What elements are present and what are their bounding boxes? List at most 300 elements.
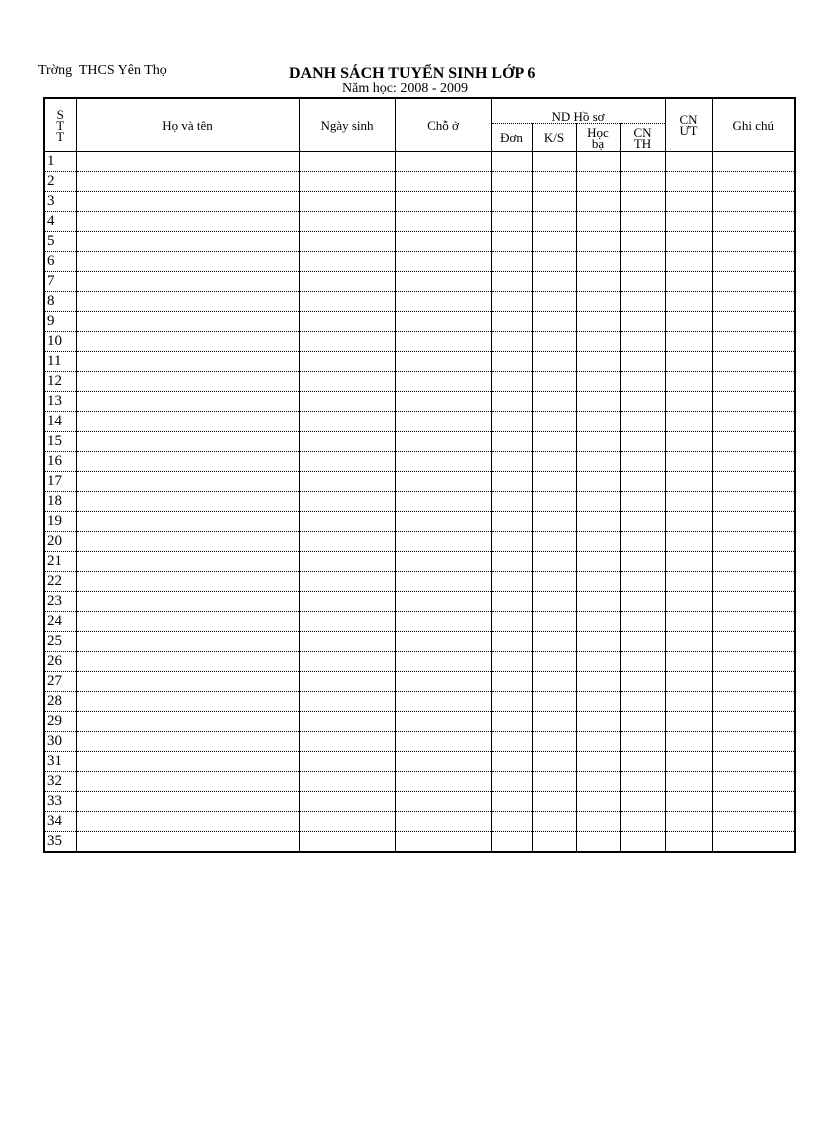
application-cell [491,552,532,572]
primary-certificate-cell [620,812,665,832]
application-cell [491,532,532,552]
row-number: 28 [44,692,76,712]
table-row [44,432,795,452]
name-cell [76,332,299,352]
report-card-cell [576,612,620,632]
birth-date-cell [299,832,395,853]
application-cell [491,472,532,492]
note-cell [712,772,795,792]
residence-cell [395,692,491,712]
row-number: 4 [44,212,76,232]
note-cell [712,192,795,212]
residence-cell [395,272,491,292]
birth-certificate-cell [532,312,576,332]
primary-certificate-cell [620,272,665,292]
primary-certificate-cell [620,292,665,312]
birth-certificate-cell [532,392,576,412]
row-number: 25 [44,632,76,652]
name-cell [76,772,299,792]
birth-date-cell [299,392,395,412]
report-card-cell [576,432,620,452]
table-row [44,772,795,792]
birth-date-cell [299,552,395,572]
primary-certificate-cell [620,652,665,672]
row-number: 6 [44,252,76,272]
note-cell [712,632,795,652]
note-cell [712,232,795,252]
birth-certificate-cell [532,432,576,452]
primary-certificate-cell [620,392,665,412]
name-cell [76,152,299,172]
birth-date-cell [299,372,395,392]
table-row [44,472,795,492]
priority-cell [665,172,712,192]
primary-certificate-cell [620,792,665,812]
birth-certificate-cell [532,552,576,572]
priority-cell [665,812,712,832]
birth-date-cell [299,312,395,332]
birth-date-cell [299,512,395,532]
birth-certificate-cell [532,812,576,832]
row-number: 5 [44,232,76,252]
priority-cell [665,572,712,592]
primary-certificate-cell [620,492,665,512]
primary-certificate-cell [620,532,665,552]
primary-certificate-cell [620,452,665,472]
row-number: 31 [44,752,76,772]
row-number: 19 [44,512,76,532]
residence-cell [395,372,491,392]
note-cell [712,152,795,172]
table-row [44,812,795,832]
name-cell [76,232,299,252]
report-card-cell [576,352,620,372]
note-cell [712,512,795,532]
birth-date-cell [299,172,395,192]
primary-certificate-cell [620,512,665,532]
table-row [44,312,795,332]
birth-date-cell [299,432,395,452]
report-card-cell [576,232,620,252]
note-cell [712,332,795,352]
report-card-cell [576,672,620,692]
table-row [44,492,795,512]
report-card-cell [576,252,620,272]
residence-cell [395,352,491,372]
priority-cell [665,312,712,332]
table-row [44,352,795,372]
birth-certificate-cell [532,252,576,272]
primary-certificate-cell [620,372,665,392]
report-card-cell [576,172,620,192]
report-card-cell [576,832,620,853]
residence-cell [395,512,491,532]
residence-cell [395,832,491,853]
application-cell [491,492,532,512]
report-card-cell [576,712,620,732]
residence-cell [395,492,491,512]
table-row [44,452,795,472]
header-primary-certificate [620,124,665,152]
name-cell [76,432,299,452]
report-card-cell [576,592,620,612]
name-cell [76,712,299,732]
report-card-cell [576,312,620,332]
primary-certificate-cell [620,432,665,452]
name-cell [76,592,299,612]
birth-certificate-cell [532,652,576,672]
birth-date-cell [299,412,395,432]
table-row [44,212,795,232]
priority-cell [665,632,712,652]
residence-cell [395,712,491,732]
application-cell [491,612,532,632]
header-primary-certificate-line: CN [633,124,652,140]
birth-certificate-cell [532,472,576,492]
birth-certificate-cell [532,372,576,392]
note-cell [712,812,795,832]
priority-cell [665,332,712,352]
row-number: 26 [44,652,76,672]
note-cell [712,212,795,232]
birth-certificate-cell [532,352,576,372]
application-cell [491,692,532,712]
application-cell [491,232,532,252]
birth-certificate-cell [532,272,576,292]
report-card-cell [576,652,620,672]
birth-date-cell [299,532,395,552]
priority-cell [665,492,712,512]
primary-certificate-cell [620,592,665,612]
table-row [44,372,795,392]
name-cell [76,732,299,752]
note-cell [712,612,795,632]
birth-certificate-cell [532,772,576,792]
name-cell [76,492,299,512]
header-primary-certificate-line: TH [633,135,652,151]
birth-date-cell [299,352,395,372]
note-cell [712,412,795,432]
application-cell [491,732,532,752]
primary-certificate-cell [620,672,665,692]
priority-cell [665,212,712,232]
name-cell [76,612,299,632]
application-cell [491,212,532,232]
residence-cell [395,572,491,592]
priority-cell [665,512,712,532]
residence-cell [395,732,491,752]
note-cell [712,252,795,272]
name-cell [76,632,299,652]
birth-certificate-cell [532,612,576,632]
header-stt-line: S [56,106,64,122]
birth-certificate-cell [532,532,576,552]
table-row [44,572,795,592]
note-cell [712,832,795,853]
application-cell [491,152,532,172]
row-number: 10 [44,332,76,352]
birth-date-cell [299,572,395,592]
table-row [44,612,795,632]
birth-date-cell [299,792,395,812]
application-cell [491,572,532,592]
birth-certificate-cell [532,212,576,232]
residence-cell [395,532,491,552]
enrollment-table [43,97,796,853]
priority-cell [665,552,712,572]
name-cell [76,572,299,592]
name-cell [76,392,299,412]
residence-cell [395,212,491,232]
application-cell [491,672,532,692]
birth-date-cell [299,752,395,772]
application-cell [491,712,532,732]
table-row [44,392,795,412]
primary-certificate-cell [620,732,665,752]
header-priority [665,98,712,152]
name-cell [76,552,299,572]
primary-certificate-cell [620,632,665,652]
residence-cell [395,592,491,612]
residence-cell [395,312,491,332]
application-cell [491,312,532,332]
application-cell [491,592,532,612]
birth-certificate-cell [532,832,576,853]
header-stt-line: T [56,128,65,144]
table-row [44,732,795,752]
application-cell [491,292,532,312]
row-number: 29 [44,712,76,732]
residence-cell [395,672,491,692]
table-row [44,232,795,252]
header-application: Đơn [491,124,532,152]
header-full-name: Họ và tên [76,98,299,152]
birth-date-cell [299,472,395,492]
header-report-card-line: bạ [591,135,605,151]
birth-certificate-cell [532,332,576,352]
name-cell [76,652,299,672]
birth-certificate-cell [532,412,576,432]
priority-cell [665,472,712,492]
birth-certificate-cell [532,492,576,512]
application-cell [491,332,532,352]
birth-certificate-cell [532,512,576,532]
name-cell [76,452,299,472]
row-number: 18 [44,492,76,512]
residence-cell [395,632,491,652]
header-report-card-line: Học [587,124,609,140]
note-cell [712,692,795,712]
row-number: 27 [44,672,76,692]
priority-cell [665,452,712,472]
application-cell [491,812,532,832]
birth-certificate-cell [532,452,576,472]
application-cell [491,652,532,672]
priority-cell [665,292,712,312]
note-cell [712,432,795,452]
residence-cell [395,232,491,252]
row-number: 20 [44,532,76,552]
table-row [44,292,795,312]
row-number: 21 [44,552,76,572]
birth-date-cell [299,592,395,612]
note-cell [712,532,795,552]
birth-date-cell [299,652,395,672]
row-number: 34 [44,812,76,832]
primary-certificate-cell [620,772,665,792]
note-cell [712,312,795,332]
priority-cell [665,252,712,272]
report-card-cell [576,792,620,812]
name-cell [76,292,299,312]
report-card-cell [576,472,620,492]
priority-cell [665,612,712,632]
row-number: 22 [44,572,76,592]
priority-cell [665,792,712,812]
report-card-cell [576,372,620,392]
application-cell [491,772,532,792]
note-cell [712,672,795,692]
residence-cell [395,152,491,172]
row-number: 14 [44,412,76,432]
name-cell [76,192,299,212]
birth-date-cell [299,152,395,172]
note-cell [712,272,795,292]
note-cell [712,372,795,392]
primary-certificate-cell [620,572,665,592]
name-cell [76,532,299,552]
primary-certificate-cell [620,332,665,352]
primary-certificate-cell [620,172,665,192]
priority-cell [665,772,712,792]
row-number: 23 [44,592,76,612]
row-number: 1 [44,152,76,172]
note-cell [712,292,795,312]
primary-certificate-cell [620,712,665,732]
primary-certificate-cell [620,552,665,572]
document-title: DANH SÁCH TUYỂN SINH LỚP 6 [289,65,536,82]
residence-cell [395,252,491,272]
application-cell [491,172,532,192]
row-number: 32 [44,772,76,792]
application-cell [491,192,532,212]
header-stt [44,98,76,152]
table-row [44,552,795,572]
birth-date-cell [299,252,395,272]
row-number: 13 [44,392,76,412]
priority-cell [665,532,712,552]
report-card-cell [576,292,620,312]
residence-cell [395,292,491,312]
priority-cell [665,352,712,372]
name-cell [76,272,299,292]
residence-cell [395,192,491,212]
table-row [44,532,795,552]
table-row [44,672,795,692]
school-name: Trờng THCS Yên Thọ [38,63,167,78]
birth-certificate-cell [532,192,576,212]
priority-cell [665,372,712,392]
name-cell [76,792,299,812]
row-number: 12 [44,372,76,392]
primary-certificate-cell [620,252,665,272]
birth-date-cell [299,812,395,832]
priority-cell [665,732,712,752]
note-cell [712,352,795,372]
note-cell [712,452,795,472]
table-row [44,712,795,732]
header-priority-line: ƯT [679,123,698,138]
birth-certificate-cell [532,792,576,812]
primary-certificate-cell [620,752,665,772]
report-card-cell [576,452,620,472]
report-card-cell [576,632,620,652]
priority-cell [665,652,712,672]
note-cell [712,392,795,412]
report-card-cell [576,492,620,512]
row-number: 7 [44,272,76,292]
name-cell [76,832,299,853]
report-card-cell [576,772,620,792]
report-card-cell [576,752,620,772]
name-cell [76,172,299,192]
application-cell [491,372,532,392]
name-cell [76,412,299,432]
note-cell [712,552,795,572]
row-number: 9 [44,312,76,332]
application-cell [491,512,532,532]
birth-date-cell [299,332,395,352]
name-cell [76,812,299,832]
application-cell [491,792,532,812]
application-cell [491,352,532,372]
residence-cell [395,812,491,832]
name-cell [76,312,299,332]
report-card-cell [576,572,620,592]
table-row [44,172,795,192]
row-number: 16 [44,452,76,472]
note-cell [712,792,795,812]
birth-date-cell [299,192,395,212]
residence-cell [395,172,491,192]
birth-date-cell [299,292,395,312]
row-number: 33 [44,792,76,812]
priority-cell [665,692,712,712]
residence-cell [395,332,491,352]
primary-certificate-cell [620,692,665,712]
residence-cell [395,652,491,672]
row-number: 11 [44,352,76,372]
row-number: 30 [44,732,76,752]
birth-date-cell [299,212,395,232]
table-row [44,632,795,652]
application-cell [491,272,532,292]
residence-cell [395,752,491,772]
birth-date-cell [299,612,395,632]
table-row [44,512,795,532]
table-row [44,332,795,352]
primary-certificate-cell [620,212,665,232]
priority-cell [665,752,712,772]
report-card-cell [576,332,620,352]
application-cell [491,452,532,472]
header-report-card [576,124,620,152]
header-residence: Chỗ ở [395,98,491,152]
table-row [44,592,795,612]
row-number: 17 [44,472,76,492]
name-cell [76,672,299,692]
note-cell [712,572,795,592]
